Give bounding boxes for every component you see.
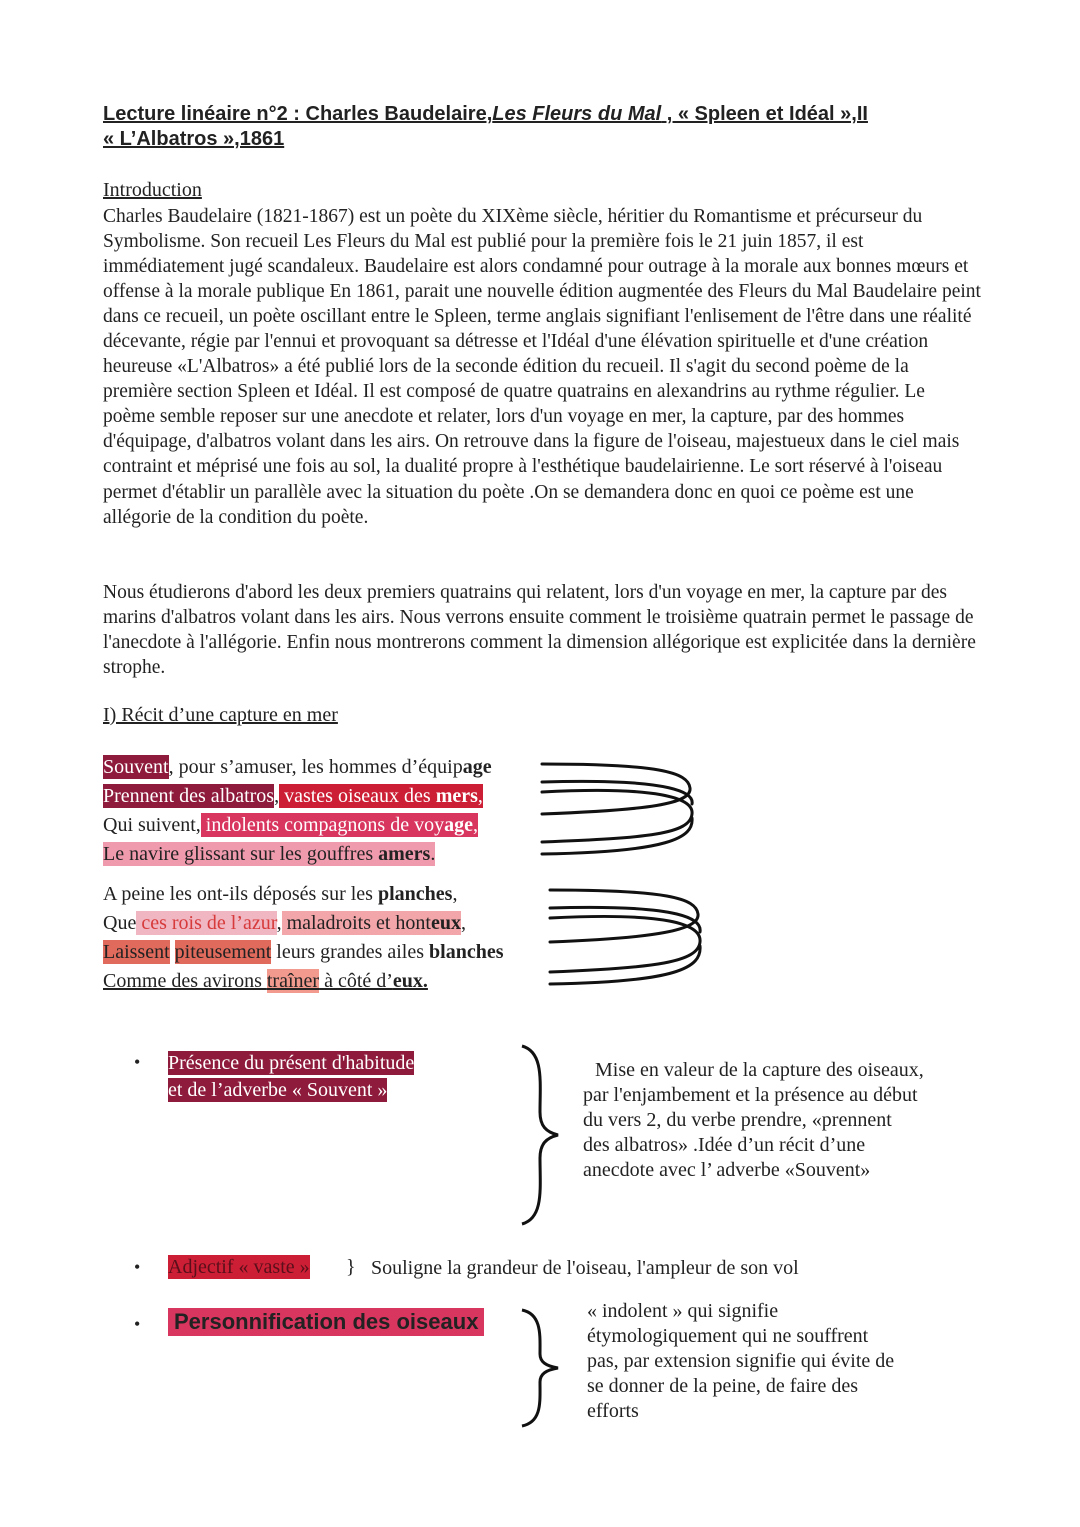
work-title: Les Fleurs du Mal [492, 103, 662, 125]
brace-icon: } [346, 1256, 356, 1278]
poem-stanza-2 [103, 880, 504, 996]
verse-line: Qui suivent, indolents compagnons de voyage, [103, 814, 478, 836]
verse-line: Laissent piteusement leurs grandes ailes blanches [103, 941, 504, 963]
highlight-prennent: Prennent des albatros [103, 785, 275, 807]
rhyme-mark: age [462, 756, 492, 778]
curly-brace-icon [518, 1042, 562, 1228]
bullet-icon: • [134, 1257, 141, 1277]
plan-text: Nous étudierons d'abord les deux premiers quatrains qui relatent, lors d'un voyage en mer, la capture par des marins d'albatros volant dans les airs. Nous verrons ensuite comment le troisième quatrain permet le passage de l'anecdote à l'allégorie. Enfin nous montrerons comment la dimension allégorique est explicitée dans la dernière strophe. [103, 582, 976, 679]
verse-line: A peine les ont-ils déposés sur les planches, [103, 883, 458, 905]
analysis-note-1: Mise en valeur de la capture des oiseaux, par l'enjambement et la présence au début du vers 2, du verbe prendre, «prennent des albatros» .Idée d’un récit d’une anecdote avec l’ adverbe «Souvent» [583, 1059, 924, 1181]
analysis-label-3: Personnification des oiseaux [168, 1308, 484, 1336]
highlight-trainer: traîner [266, 970, 320, 992]
highlight-laissent: Laissent [103, 941, 170, 963]
highlight-indolents: indolents compagnons de voyage, [200, 814, 478, 836]
section-heading: I) Récit d’une capture en mer [103, 704, 338, 726]
verse-line: Souvent, pour s’amuser, les hommes d’équipage [103, 756, 492, 778]
poem-stanza-1 [103, 753, 492, 869]
analysis-note-2: Souligne la grandeur de l'oiseau, l'ampleur de son vol [371, 1257, 799, 1279]
bullet-icon: • [134, 1052, 141, 1072]
curly-brace-icon [518, 1306, 562, 1430]
highlight-rois-azur: ces rois de l’azur [136, 912, 277, 934]
analysis-label-2: Adjectif « vaste » [168, 1256, 310, 1278]
introduction-text: Charles Baudelaire (1821-1867) est un poète du XIXème siècle, héritier du Romantisme et précurseur du Symbolisme. Son recueil Les Fleurs du Mal est publié pour la première fois le 21 juin 1857, il est immédiatement jugé scandaleux. Baudelaire est alors condamné pour outrage à la morale aux bonnes mœurs et offense à la morale publique En 1861, parait une nouvelle édition augmentée des Fleurs du Mal Baudelaire peint dans ce recueil, un poète oscillant entre le Spleen, terme anglais signifiant l'enlisement de l'être dans une réalité décevante, régie par l'ennui et provoquant sa détresse et l'Idéal d'une élévation spirituelle et d'une création heureuse «L'Albatros» a été publié lors de la seconde édition du recueil. Il s'agit du second poème de la première section Spleen et Idéal. Il est composé de quatre quatrains en alexandrins au rythme régulier. Le poème semble reposer sur une anecdote et relater, lors d'un voyage en mer, la capture, par des hommes d'équipage, d'albatros volant dans les airs. On retrouve dans la figure de l'oiseau, majestueux dans le ciel mais contraint et méprisé une fois au sol, la dualité propre à l'esthétique baudelairienne. Le sort réservé à l'oiseau permet d'établir un parallèle avec la situation du poète .On se demandera donc en quoi ce poème est une allégorie de la condition du poète. [103, 206, 981, 528]
highlight-souvent: Souvent [103, 756, 169, 778]
rhyme-bracket-1 [538, 758, 698, 862]
highlight-vastes-oiseaux: vastes oiseaux des mers, [279, 785, 483, 807]
highlight-navire: Le navire glissant sur les gouffres amers. [103, 843, 436, 865]
verse-line: Comme des avirons traîner à côté d’eux. [103, 970, 428, 992]
rhyme-bracket-2 [546, 884, 706, 990]
bullet-icon: • [134, 1314, 141, 1334]
page-title: Lecture linéaire n°2 : Charles Baudelaire,Les Fleurs du Mal , « Spleen et Idéal »,II « L’Albatros »,1861 [103, 103, 868, 150]
verse-line: Que ces rois de l’azur, maladroits et honteux, [103, 912, 466, 934]
analysis-label-1: Présence du présent d'habitude et de l’adverbe « Souvent » [168, 1052, 415, 1101]
highlight-piteusement: piteusement [174, 941, 272, 963]
analysis-note-3: « indolent » qui signifie étymologiquement qui ne souffrent pas, par extension signifie qui évite de se donner de la peine, de faire des efforts [587, 1300, 895, 1422]
introduction-heading: Introduction [103, 179, 202, 201]
verse-line: Prennent des albatros, vastes oiseaux des mers, [103, 785, 483, 807]
highlight-maladroits: maladroits et honteux [281, 912, 461, 934]
verse-line [103, 840, 492, 869]
